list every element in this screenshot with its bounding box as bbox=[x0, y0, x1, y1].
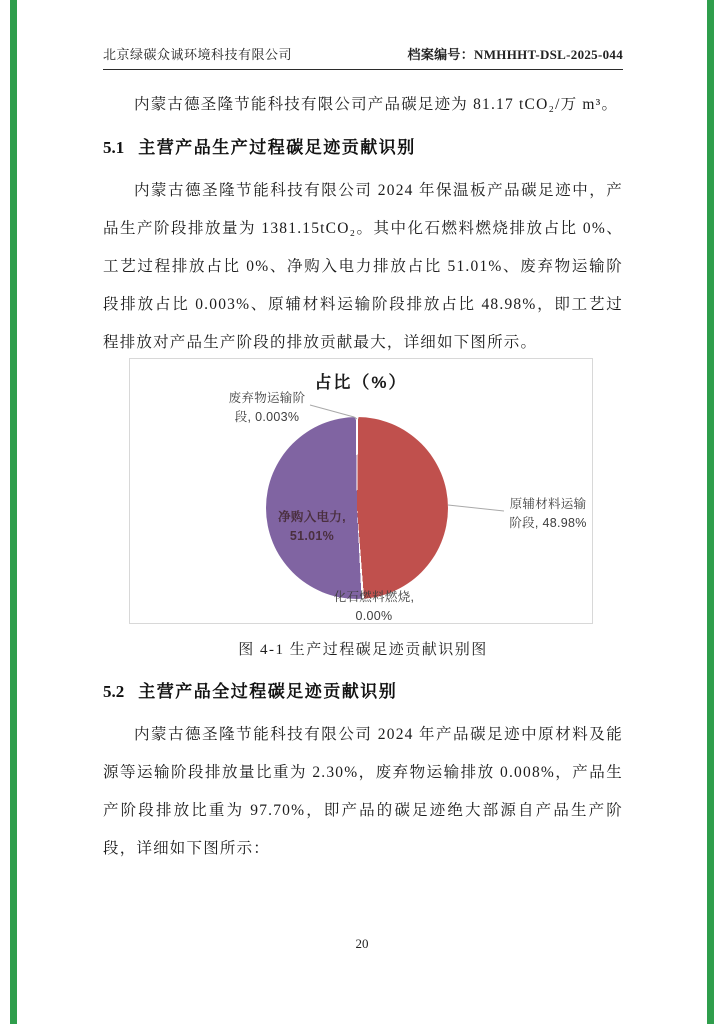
document-page bbox=[103, 0, 623, 868]
left-green-border-bar bbox=[10, 0, 17, 1024]
section-5-2-paragraph: 内蒙古德圣隆节能科技有限公司 2024 年产品碳足迹中原材料及能源等运输阶段排放量比重为 2.30%，废弃物运输排放 0.008%，产品生产阶段排放比重为 97.70%，即产品的碳足迹绝大部源自产品生产阶段，详细如下图所示： bbox=[103, 726, 623, 857]
pie-chart-figure bbox=[103, 358, 623, 660]
pie-label-raw-material-transport: 原辅材料运输 阶段, 48.98% bbox=[509, 497, 587, 530]
header-rule bbox=[103, 69, 623, 70]
leader-lines bbox=[130, 359, 592, 623]
intro-paragraph: 内蒙古德圣隆节能科技有限公司产品碳足迹为 81.17 tCO₂/万 m³。 bbox=[134, 96, 619, 113]
section-title: 主营产品全过程碳足迹贡献识别 bbox=[138, 682, 398, 701]
chart-area bbox=[129, 358, 593, 624]
figure-caption: 图 4-1 生产过程碳足迹贡献识别图 bbox=[238, 642, 488, 658]
chart-title: 占比（%） bbox=[314, 373, 408, 392]
right-green-border-bar bbox=[707, 0, 714, 1024]
pie-label-purchased-electricity: 净购入电力, 51.01% bbox=[278, 510, 346, 543]
section-5-2-heading bbox=[103, 680, 623, 704]
section-5-1-heading bbox=[103, 136, 623, 160]
header-doc-number: 档案编号：NMHHHT-DSL-2025-044 bbox=[407, 47, 623, 62]
section-title: 主营产品生产过程碳足迹贡献识别 bbox=[138, 138, 416, 157]
page-header bbox=[103, 46, 623, 64]
page-number: 20 bbox=[355, 936, 369, 951]
section-number: 5.2 bbox=[103, 682, 125, 701]
header-company-name: 北京绿碳众诚环境科技有限公司 bbox=[103, 47, 293, 62]
section-number: 5.1 bbox=[103, 138, 125, 157]
pie-label-waste-transport: 废弃物运输阶 段, 0.003% bbox=[228, 391, 306, 424]
section-5-1-paragraph: 内蒙古德圣隆节能科技有限公司 2024 年保温板产品碳足迹中，产品生产阶段排放量为 1381.15tCO₂。其中化石燃料燃烧排放占比 0%、工艺过程排放占比 0%、净购入电力排放占比 51.01%、废弃物运输阶段排放占比 0.003%、原辅材料运输阶段排放占比 48.98%，即工艺过程排放对产品生产阶段的排放贡献最大，详细如下图所示。 bbox=[103, 182, 623, 351]
pie-label-fossil-fuel: 化石燃料燃烧, 0.00% bbox=[333, 590, 415, 623]
